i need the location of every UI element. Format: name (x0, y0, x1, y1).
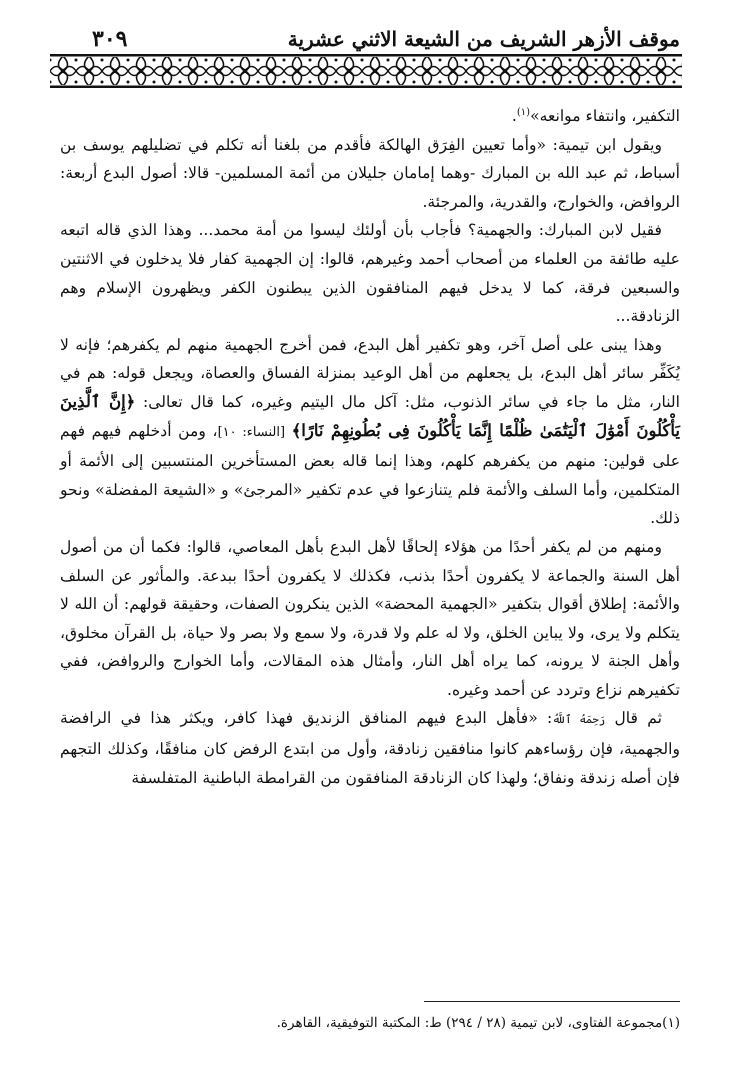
footnote: (١)مجموعة الفتاوى، لابن تيمية (٢٨ / ٢٩٤) ط: المكتبة التوفيقية، القاهرة. (276, 1015, 680, 1031)
paragraph-1 (60, 102, 680, 131)
running-title: موقف الأزهر الشريف من الشيعة الاثني عشرية (287, 27, 680, 51)
paragraph-2: ويقول ابن تيمية: «وأما تعيين الفِرَق الهالكة فأقدم من بلغنا أنه تكلم في تضليلهم يوسف بن أسباط، ثم عبد الله بن المبارك -وهما إمامان جليلان من أئمة المسلمين- قالا: أصول البدع أربعة: الروافض، والخوارج، والقدرية، والمرجئة. (60, 135, 680, 211)
paragraph-4-text-a: وهذا يبنى على أصل آخر، وهو تكفير أهل البدع، فمن أخرج الجهمية منهم لم يكفرهم؛ فإنه لا يُكَفِّر سائر أهل البدع، بل يجعلهم من أهل الوعيد بمنزلة الفساق والعصاة، ويجعل قوله: هم في النار، مثل ما جاء في سائر الذنوب، مثل: آكل مال اليتيم وغيره، كما قال تعالى: (60, 335, 680, 411)
paragraph-6-text-a: ثم قال (614, 709, 662, 728)
paragraph-1-text: التكفير، وانتفاء موانعه» (530, 107, 680, 125)
paragraph-6 (60, 704, 680, 792)
paragraph-6-text-b: : «فأهل البدع فيهم المنافق الزنديق فهذا كافر، ويكثر هذا في الرافضة والجهمية، فإن رؤساءهم كانوا منافقين زنادقة، وأول من ابتدع الرفض كان منافقًا، وكذلك التجهم فإن أصله زندقة ونفاق؛ ولهذا كان الزنادقة المنافقون من القرامطة الباطنية المتفلسفة (60, 709, 680, 787)
paragraph-4 (60, 331, 680, 533)
arabesque-border-icon (50, 54, 682, 88)
page-header (52, 26, 680, 52)
paragraph-4-text-b: ، ومن أدخلهم فيهم فهم على قولين: منهم من يكفرهم كلهم، وهذا إنما قاله بعض المستأخرين المنتسبين إلى الأئمة أو المتكلمين، وأما السلف والأئمة فلم يتنازعوا في عدم تكفير «المرجئ» و «الشيعة المفضلة» ونحو ذلك. (60, 421, 680, 528)
page-number: ٣٠٩ (92, 26, 128, 52)
quran-verse: ﴿إِنَّ ٱلَّذِينَ يَأْكُلُونَ أَمْوَٰلَ ٱلْيَتَٰمَىٰ ظُلْمًا إِنَّمَا يَأْكُلُونَ فِى بُطُونِهِمْ نَارًا﴾ (60, 391, 680, 440)
footnote-marker: (١) (516, 106, 531, 118)
footnote-separator (424, 1001, 680, 1002)
paragraph-5: ومنهم من لم يكفر أحدًا من هؤلاء إلحاقًا لأهل البدع بأهل المعاصي، قالوا: فكما أن من أصول أهل السنة والجماعة لا يكفرون أحدًا بذنب، فكذلك لا يكفرون أحدًا ببدعة. والمأثور عن السلف والأئمة: إطلاق أقوال بتكفير «الجهمية المحضة» الذين ينكرون الصفات، وحقيقة قولهم: أن الله لا يتكلم ولا يرى، ولا يباين الخلق، ولا له علم ولا قدرة، ولا سمع ولا بصر ولا حياة، بل القرآن مخلوق، وأهل الجنة لا يرونه، كما يراه أهل النار، وأمثال هذه المقالات، وأما الخوارج والروافض، ففي تكفيرهم نزاع وتردد عن أحمد وغيره. (60, 537, 680, 699)
verse-reference: [النساء: ١٠] (217, 424, 286, 440)
body-text (60, 102, 680, 792)
paragraph-1-end: . (511, 107, 517, 125)
honorific: رَحِمَهُ ٱللَّهُ (552, 713, 606, 727)
paragraph-3: فقيل لابن المبارك: والجهمية؟ فأجاب بأن أولئك ليسوا من أمة محمد... وهذا الذي قاله اتبعه عليه طائفة من العلماء من أصحاب أحمد وغيرهم، قالوا: إن الجهمية كفار فلا يدخلون في الاثنتين والسبعين فرقة، كما لا يدخل فيهم المنافقون الذين يبطنون الكفر ويظهرون الإسلام وهم الزنادقة... (60, 221, 680, 326)
